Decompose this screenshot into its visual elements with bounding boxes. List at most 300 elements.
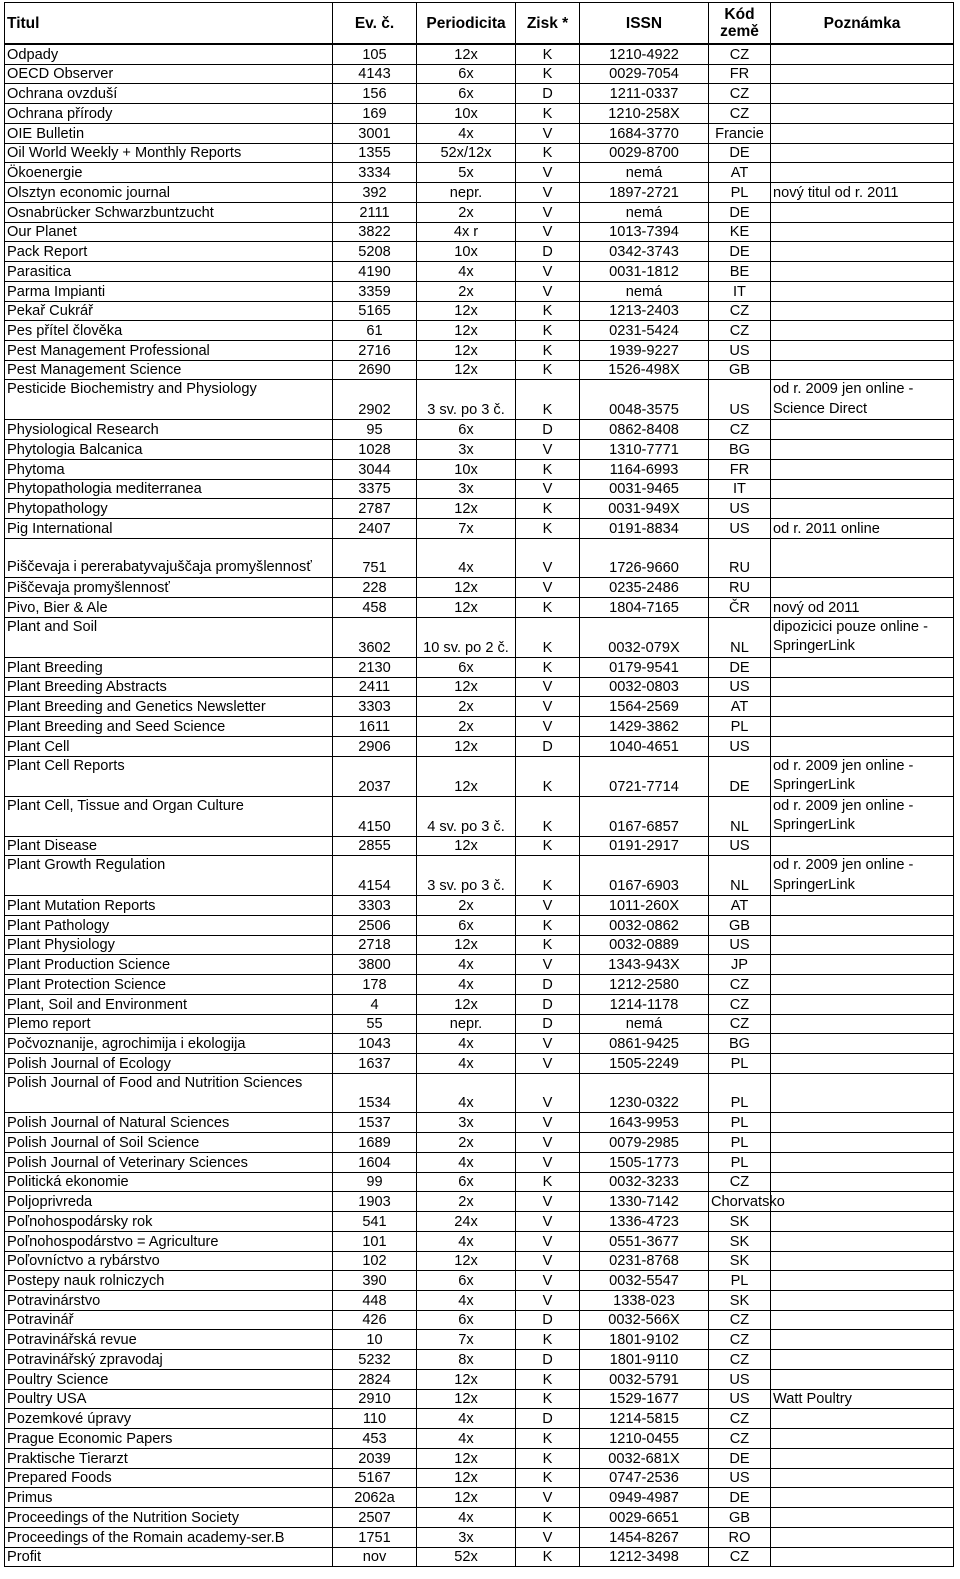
cell-periodicity: 6x	[417, 1310, 516, 1330]
cell-periodicity: 4x	[417, 975, 516, 995]
cell-issn: 0747-2536	[580, 1468, 709, 1488]
cell-ev: 61	[333, 321, 417, 341]
cell-periodicity: 12x	[417, 321, 516, 341]
cell-note	[771, 975, 954, 995]
cell-zisk: V	[516, 1133, 580, 1153]
cell-kod: CZ	[709, 84, 771, 104]
cell-issn: 1505-1773	[580, 1152, 709, 1172]
journal-table	[4, 2, 954, 1567]
cell-kod: DE	[709, 143, 771, 163]
cell-zisk: V	[516, 697, 580, 717]
cell-issn: 1310-7771	[580, 440, 709, 460]
cell-issn: 0191-8834	[580, 519, 709, 539]
cell-title: Postepy nauk rolniczych	[5, 1271, 333, 1291]
cell-ev: 10	[333, 1330, 417, 1350]
cell-zisk: D	[516, 1310, 580, 1330]
cell-kod: IT	[709, 281, 771, 301]
table-row	[5, 657, 954, 677]
cell-note	[771, 1034, 954, 1054]
cell-ev: 2039	[333, 1448, 417, 1468]
cell-kod: DE	[709, 756, 771, 796]
cell-issn: 0231-5424	[580, 321, 709, 341]
cell-issn: 1939-9227	[580, 341, 709, 361]
cell-periodicity: 12x	[417, 935, 516, 955]
cell-issn: 0032-0862	[580, 916, 709, 936]
cell-ev: 5232	[333, 1350, 417, 1370]
cell-ev: 3044	[333, 459, 417, 479]
cell-note	[771, 321, 954, 341]
table-row	[5, 1547, 954, 1567]
cell-issn: 1804-7165	[580, 598, 709, 618]
cell-kod: Francie	[709, 123, 771, 143]
cell-kod: BG	[709, 1034, 771, 1054]
cell-kod: PL	[709, 1113, 771, 1133]
cell-title: Plant Cell, Tissue and Organ Culture	[5, 796, 333, 836]
cell-zisk: V	[516, 1231, 580, 1251]
table-row	[5, 1508, 954, 1528]
cell-note	[771, 955, 954, 975]
cell-zisk: K	[516, 104, 580, 124]
cell-zisk: K	[516, 1429, 580, 1449]
cell-periodicity: 52x	[417, 1547, 516, 1567]
cell-kod: PL	[709, 717, 771, 737]
cell-note	[771, 1547, 954, 1567]
cell-kod: US	[709, 380, 771, 420]
cell-note	[771, 64, 954, 84]
cell-kod: NL	[709, 617, 771, 657]
cell-periodicity: 6x	[417, 1271, 516, 1291]
cell-periodicity: 3 sv. po 3 č.	[417, 380, 516, 420]
table-row	[5, 836, 954, 856]
cell-periodicity: 12x	[417, 360, 516, 380]
cell-periodicity: 10x	[417, 242, 516, 262]
cell-issn: 0551-3677	[580, 1231, 709, 1251]
cell-periodicity: 4x	[417, 1290, 516, 1310]
cell-kod: CZ	[709, 420, 771, 440]
table-row	[5, 123, 954, 143]
cell-note	[771, 1350, 954, 1370]
cell-title: Potravinářský zpravodaj	[5, 1350, 333, 1370]
cell-issn: 0029-8700	[580, 143, 709, 163]
table-row	[5, 796, 954, 836]
table-row	[5, 916, 954, 936]
cell-note	[771, 1113, 954, 1133]
cell-issn: 0179-9541	[580, 657, 709, 677]
cell-zisk: K	[516, 916, 580, 936]
cell-ev: 4	[333, 994, 417, 1014]
cell-title: Polish Journal of Veterinary Sciences	[5, 1152, 333, 1172]
cell-ev: 102	[333, 1251, 417, 1271]
cell-periodicity: 12x	[417, 578, 516, 598]
cell-kod: PL	[709, 1073, 771, 1113]
cell-issn: 0029-7054	[580, 64, 709, 84]
cell-periodicity: 3x	[417, 479, 516, 499]
cell-issn: 0167-6903	[580, 856, 709, 896]
header-ev: Ev. č.	[333, 3, 417, 45]
cell-issn: 1214-5815	[580, 1409, 709, 1429]
cell-issn: 0031-1812	[580, 262, 709, 282]
cell-title: Polish Journal of Food and Nutrition Sciences	[5, 1073, 333, 1113]
cell-ev: 392	[333, 183, 417, 203]
cell-ev: 2130	[333, 657, 417, 677]
cell-title: Plant Growth Regulation	[5, 856, 333, 896]
cell-title: Ökoenergie	[5, 163, 333, 183]
cell-note: od r. 2011 online	[771, 519, 954, 539]
table-row	[5, 1212, 954, 1232]
cell-title: Plant Breeding and Genetics Newsletter	[5, 697, 333, 717]
cell-note	[771, 1310, 954, 1330]
cell-title: Poľnohospodárstvo = Agriculture	[5, 1231, 333, 1251]
cell-title: Poľovníctvo a rybárstvo	[5, 1251, 333, 1271]
cell-periodicity: 4x	[417, 123, 516, 143]
cell-note	[771, 1251, 954, 1271]
cell-note	[771, 163, 954, 183]
cell-note	[771, 262, 954, 282]
cell-title: Plant Cell	[5, 736, 333, 756]
cell-periodicity: 4x	[417, 538, 516, 578]
cell-zisk: K	[516, 499, 580, 519]
cell-ev: 2506	[333, 916, 417, 936]
cell-periodicity: 4x	[417, 1054, 516, 1074]
cell-periodicity: 12x	[417, 1369, 516, 1389]
header-note: Poznámka	[771, 3, 954, 45]
cell-issn: 1210-4922	[580, 44, 709, 64]
cell-kod: CZ	[709, 104, 771, 124]
cell-ev: 453	[333, 1429, 417, 1449]
cell-issn: 0032-3233	[580, 1172, 709, 1192]
cell-kod: US	[709, 1389, 771, 1409]
cell-title: Pozemkové úpravy	[5, 1409, 333, 1429]
cell-periodicity: 12x	[417, 836, 516, 856]
cell-issn: nemá	[580, 163, 709, 183]
cell-title: Praktische Tierarzt	[5, 1448, 333, 1468]
cell-kod: CZ	[709, 321, 771, 341]
cell-title: Phytologia Balcanica	[5, 440, 333, 460]
cell-note	[771, 994, 954, 1014]
cell-note	[771, 1508, 954, 1528]
cell-periodicity: 4x	[417, 1073, 516, 1113]
cell-note	[771, 281, 954, 301]
table-row	[5, 896, 954, 916]
cell-periodicity: 12x	[417, 1448, 516, 1468]
table-row	[5, 1113, 954, 1133]
cell-title: Polish Journal of Ecology	[5, 1054, 333, 1074]
cell-title: Plant Mutation Reports	[5, 896, 333, 916]
cell-issn: 1338-023	[580, 1290, 709, 1310]
cell-note	[771, 736, 954, 756]
cell-kod: CZ	[709, 1547, 771, 1567]
cell-note	[771, 1488, 954, 1508]
cell-kod: CZ	[709, 1172, 771, 1192]
cell-ev: 2690	[333, 360, 417, 380]
cell-kod: CZ	[709, 1350, 771, 1370]
cell-zisk: K	[516, 756, 580, 796]
cell-kod: RU	[709, 578, 771, 598]
header-title: Titul	[5, 3, 333, 45]
cell-note	[771, 360, 954, 380]
cell-ev: 1903	[333, 1192, 417, 1212]
cell-kod: GB	[709, 916, 771, 936]
table-row	[5, 1251, 954, 1271]
cell-periodicity: 12x	[417, 1468, 516, 1488]
cell-issn: 0048-3575	[580, 380, 709, 420]
cell-periodicity: nepr.	[417, 1014, 516, 1034]
cell-zisk: D	[516, 242, 580, 262]
cell-note	[771, 578, 954, 598]
cell-title: Plemo report	[5, 1014, 333, 1034]
table-row	[5, 163, 954, 183]
cell-issn: 0862-8408	[580, 420, 709, 440]
cell-issn: nemá	[580, 281, 709, 301]
cell-title: Ochrana ovzduší	[5, 84, 333, 104]
cell-periodicity: 12x	[417, 44, 516, 64]
cell-ev: 1537	[333, 1113, 417, 1133]
cell-periodicity: 4 sv. po 3 č.	[417, 796, 516, 836]
cell-ev: 2824	[333, 1369, 417, 1389]
cell-ev: 426	[333, 1310, 417, 1330]
cell-zisk: V	[516, 222, 580, 242]
table-row	[5, 143, 954, 163]
cell-zisk: K	[516, 459, 580, 479]
cell-note	[771, 499, 954, 519]
cell-issn: 1429-3862	[580, 717, 709, 737]
cell-issn: 1210-0455	[580, 1429, 709, 1449]
cell-periodicity: 12x	[417, 1488, 516, 1508]
cell-title: Olsztyn economic journal	[5, 183, 333, 203]
table-row	[5, 1290, 954, 1310]
cell-zisk: K	[516, 1330, 580, 1350]
cell-title: Parma Impianti	[5, 281, 333, 301]
cell-ev: 4143	[333, 64, 417, 84]
cell-title: Piščevaja promyšlennosť	[5, 578, 333, 598]
cell-title: Potravinářská revue	[5, 1330, 333, 1350]
table-row	[5, 202, 954, 222]
cell-ev: 4154	[333, 856, 417, 896]
cell-ev: 1637	[333, 1054, 417, 1074]
cell-issn: 1164-6993	[580, 459, 709, 479]
cell-zisk: V	[516, 202, 580, 222]
cell-note	[771, 935, 954, 955]
cell-zisk: V	[516, 1290, 580, 1310]
cell-issn: 0861-9425	[580, 1034, 709, 1054]
cell-title: Poultry USA	[5, 1389, 333, 1409]
cell-note	[771, 1014, 954, 1034]
cell-ev: 2111	[333, 202, 417, 222]
cell-kod: DE	[709, 202, 771, 222]
cell-kod: US	[709, 1468, 771, 1488]
table-row	[5, 104, 954, 124]
cell-note	[771, 1448, 954, 1468]
cell-note: Watt Poultry	[771, 1389, 954, 1409]
cell-title: Pig International	[5, 519, 333, 539]
table-row	[5, 479, 954, 499]
cell-zisk: V	[516, 1192, 580, 1212]
cell-kod: PL	[709, 1054, 771, 1074]
cell-kod: AT	[709, 697, 771, 717]
cell-periodicity: 3x	[417, 440, 516, 460]
cell-kod: AT	[709, 163, 771, 183]
cell-note	[771, 84, 954, 104]
cell-title: OIE Bulletin	[5, 123, 333, 143]
table-row	[5, 1409, 954, 1429]
cell-issn: 0032-566X	[580, 1310, 709, 1330]
cell-zisk: K	[516, 321, 580, 341]
cell-kod: US	[709, 677, 771, 697]
cell-issn: 0167-6857	[580, 796, 709, 836]
cell-zisk: V	[516, 1212, 580, 1232]
header-kod-line2: země	[720, 23, 759, 40]
cell-kod: US	[709, 341, 771, 361]
cell-note	[771, 1290, 954, 1310]
cell-title: Poljoprivreda	[5, 1192, 333, 1212]
cell-note	[771, 896, 954, 916]
cell-kod: CZ	[709, 1310, 771, 1330]
cell-zisk: K	[516, 64, 580, 84]
cell-ev: 458	[333, 598, 417, 618]
cell-kod: IT	[709, 479, 771, 499]
cell-issn: 1336-4723	[580, 1212, 709, 1232]
cell-zisk: D	[516, 736, 580, 756]
cell-kod: KE	[709, 222, 771, 242]
cell-title: Pest Management Science	[5, 360, 333, 380]
cell-title: Politická ekonomie	[5, 1172, 333, 1192]
cell-issn: nemá	[580, 1014, 709, 1034]
cell-ev: 3303	[333, 896, 417, 916]
cell-zisk: K	[516, 519, 580, 539]
cell-kod: CZ	[709, 1014, 771, 1034]
cell-issn: 1564-2569	[580, 697, 709, 717]
cell-note: od r. 2009 jen online - SpringerLink	[771, 856, 954, 896]
cell-title: Proceedings of the Romain academy-ser.B	[5, 1527, 333, 1547]
cell-title: Pack Report	[5, 242, 333, 262]
cell-periodicity: 2x	[417, 896, 516, 916]
cell-kod: DE	[709, 242, 771, 262]
cell-title: Plant Physiology	[5, 935, 333, 955]
table-row	[5, 975, 954, 995]
cell-zisk: K	[516, 796, 580, 836]
cell-note	[771, 202, 954, 222]
cell-note: od r. 2009 jen online - SpringerLink	[771, 796, 954, 836]
cell-periodicity: 10x	[417, 104, 516, 124]
cell-ev: 5208	[333, 242, 417, 262]
cell-periodicity: 4x	[417, 1152, 516, 1172]
table-row	[5, 420, 954, 440]
cell-note	[771, 1212, 954, 1232]
cell-periodicity: 4x	[417, 955, 516, 975]
cell-kod: BE	[709, 262, 771, 282]
cell-issn: 1529-1677	[580, 1389, 709, 1409]
cell-note: nový titul od r. 2011	[771, 183, 954, 203]
cell-periodicity: 6x	[417, 84, 516, 104]
table-row	[5, 84, 954, 104]
cell-zisk: V	[516, 281, 580, 301]
cell-zisk: V	[516, 578, 580, 598]
cell-periodicity: 4x r	[417, 222, 516, 242]
cell-ev: 55	[333, 1014, 417, 1034]
cell-issn: 1726-9660	[580, 538, 709, 578]
cell-zisk: K	[516, 44, 580, 64]
cell-title: Parasitica	[5, 262, 333, 282]
cell-note	[771, 1468, 954, 1488]
cell-kod: ČR	[709, 598, 771, 618]
table-row	[5, 44, 954, 64]
header-kod	[709, 3, 771, 45]
cell-periodicity: 12x	[417, 598, 516, 618]
cell-kod: BG	[709, 440, 771, 460]
cell-ev: 3800	[333, 955, 417, 975]
cell-kod: CZ	[709, 1429, 771, 1449]
cell-title: Pivo, Bier & Ale	[5, 598, 333, 618]
cell-issn: 1643-9953	[580, 1113, 709, 1133]
cell-periodicity: 2x	[417, 717, 516, 737]
cell-zisk: V	[516, 955, 580, 975]
table-row	[5, 242, 954, 262]
cell-issn: 0949-4987	[580, 1488, 709, 1508]
cell-note	[771, 1192, 954, 1212]
cell-title: Osnabrücker Schwarzbuntzucht	[5, 202, 333, 222]
cell-zisk: D	[516, 975, 580, 995]
cell-note: od r. 2009 jen online - Science Direct	[771, 380, 954, 420]
cell-title: Polish Journal of Soil Science	[5, 1133, 333, 1153]
cell-zisk: K	[516, 935, 580, 955]
cell-zisk: D	[516, 420, 580, 440]
cell-periodicity: 4x	[417, 1429, 516, 1449]
cell-periodicity: 2x	[417, 697, 516, 717]
cell-note	[771, 1429, 954, 1449]
cell-ev: 448	[333, 1290, 417, 1310]
cell-note	[771, 1369, 954, 1389]
table-row	[5, 1389, 954, 1409]
cell-title: Poľnohospodársky rok	[5, 1212, 333, 1232]
cell-periodicity: 6x	[417, 64, 516, 84]
cell-zisk: K	[516, 341, 580, 361]
cell-ev: 5165	[333, 301, 417, 321]
cell-kod: GB	[709, 360, 771, 380]
cell-issn: 1343-943X	[580, 955, 709, 975]
cell-issn: 1011-260X	[580, 896, 709, 916]
cell-zisk: K	[516, 598, 580, 618]
cell-zisk: V	[516, 538, 580, 578]
table-row	[5, 222, 954, 242]
cell-zisk: K	[516, 360, 580, 380]
cell-periodicity: 12x	[417, 756, 516, 796]
cell-periodicity: 10x	[417, 459, 516, 479]
cell-periodicity: 12x	[417, 341, 516, 361]
cell-zisk: D	[516, 994, 580, 1014]
cell-ev: 3359	[333, 281, 417, 301]
table-row	[5, 519, 954, 539]
cell-issn: 1013-7394	[580, 222, 709, 242]
cell-title: Profit	[5, 1547, 333, 1567]
cell-zisk: V	[516, 163, 580, 183]
cell-kod: NL	[709, 796, 771, 836]
table-row	[5, 380, 954, 420]
cell-ev: 390	[333, 1271, 417, 1291]
cell-issn: 1213-2403	[580, 301, 709, 321]
cell-periodicity: 10 sv. po 2 č.	[417, 617, 516, 657]
cell-issn: 0032-681X	[580, 1448, 709, 1468]
cell-periodicity: 12x	[417, 677, 516, 697]
cell-kod: Chorvatsko	[709, 1192, 771, 1212]
cell-ev: 2906	[333, 736, 417, 756]
table-row	[5, 756, 954, 796]
table-row	[5, 935, 954, 955]
cell-periodicity: 6x	[417, 1172, 516, 1192]
cell-periodicity: 2x	[417, 281, 516, 301]
table-row	[5, 1488, 954, 1508]
cell-zisk: V	[516, 262, 580, 282]
cell-ev: 4190	[333, 262, 417, 282]
